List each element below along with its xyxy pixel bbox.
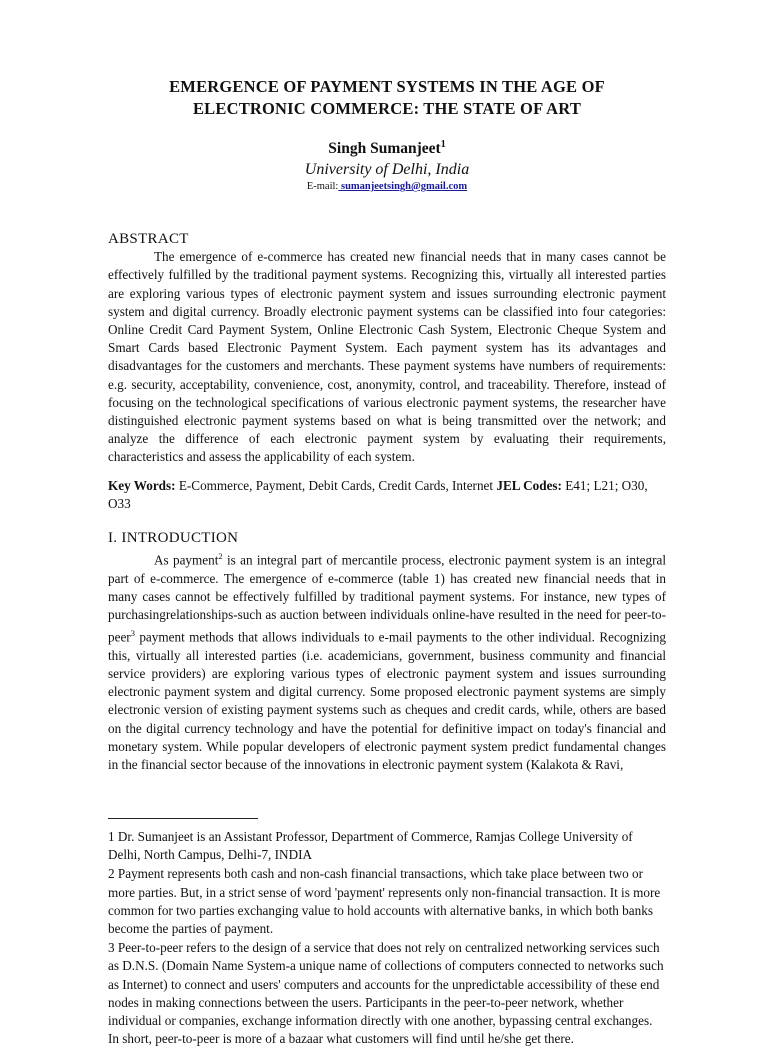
footnote-3-text: Peer-to-peer refers to the design of a service that does not rely on centralized networking services such as D.N.S. (Domain Name System-a unique name of collections of computers connected to networks such as Internet) to connect and users' computers and accounts for the unpredictable accessibility of these end nodes in making connections between the users. Participants in the peer-to-peer network, whether individual or companies, exchange information directly with one another, bypassing central exchanges. In short, peer-to-peer is more of a bazaar what customers will find until he/she get there. [108,940,664,1047]
footnote-2 [108,865,666,938]
author-footnote-ref[interactable]: 1 [440,139,446,150]
jel-label: JEL Codes: [496,477,562,493]
footnote-2-text: Payment represents both cash and non-cash financial transactions, which take place between two or more parties. But, in a strict sense of word 'payment' represents only non-financial transaction. It is more common for two parties exchanging value to hold accounts with alternative banks, in which both banks become the parties of payment. [108,866,661,937]
jel-text: E41; L21; O30, O33 [108,477,648,511]
title-line-1: EMERGENCE OF PAYMENT SYSTEMS IN THE AGE OF [169,77,605,96]
intro-part-3: payment methods that allows individuals to e-mail payments to the other individual. Recognizing this, virtually all interested parties (i.e. academicians, government, business community and financial service providers) are exploring various types of electronic payment system and issues surrounding electronic payment system and digital currency. Some proposed electronic payment systems are simply electronic version of existing payment systems such as cheques and credit cards, while, others are based on the digital currency technology and have the potential for definitive impact on today's financial and monetary system. While popular developers of electronic payment system predict fundamental changes in the financial sector because of the innovations in electronic payment system (Kalakota & Ravi, [108,629,666,773]
footnote-ref-3[interactable]: 3 [130,628,135,639]
footnote-divider [108,818,258,819]
author-email [108,180,666,194]
footnote-3-number: 3 [108,940,115,956]
keywords-text: E-Commerce, Payment, Debit Cards, Credit Cards, Internet [175,477,497,493]
author-affiliation: University of Delhi, India [304,161,470,179]
footnote-3 [108,939,666,1048]
paper-title [108,0,666,120]
intro-part-2: is an integral part of mercantile process, electronic payment system is an integral part of e-commerce. The emergence of e-commerce (table 1) has created new financial needs that in many cases cannot be effectively fulfilled by traditional payment systems. For instance, new types of purchasingrelationships-such as auction between individuals online-have resulted in the need for peer-to-peer [108,552,666,645]
footnote-1 [108,828,666,864]
author-name [108,136,666,158]
email-link[interactable]: sumanjeetsingh@gmail.com [338,181,468,193]
intro-part-1: As payment [154,552,219,568]
footnote-1-number: 1 [108,829,115,844]
footnote-ref-2[interactable]: 2 [218,551,223,561]
footnote-1-text: Dr. Sumanjeet is an Assistant Professor, Department of Commerce, Ramjas College University of Delhi, North Campus, Delhi-7, INDIA [108,829,633,863]
email-label: E-mail: [306,181,339,193]
footnotes [108,828,666,1049]
keywords-label: Key Words: [108,477,176,493]
abstract-heading: ABSTRACT [108,231,189,248]
keywords-line [108,477,666,513]
footnote-2-number: 2 [108,866,115,882]
author-name-text: Singh Sumanjeet [328,140,441,158]
abstract-text: The emergence of e-commerce has created new financial needs that in many cases cannot be effectively fulfilled by the traditional payment systems. Recognizing this, virtually all interested parties are exploring various types of electronic payment system and issues surrounding electronic payment system and digital currency. Broadly electronic payment systems can be classified into four categories: Online Credit Card Payment System, Online Electronic Cash System, Electronic Cheque System and Smart Cards based Electronic Payment System. Each payment system has its advantages and disadvantages for the customers and merchants. These payment systems have numbers of requirements: e.g. security, acceptability, convenience, cost, anonymity, control, and traceability. Therefore, instead of focusing on the technological specifications of various electronic payment systems, the researcher have distinguished electronic payment systems based on what is being transmitted over the network; and analyze the difference of each electronic payment system by evaluating their requirements, characteristics and assess the applicability of each system. [108,249,666,465]
title-line-2: ELECTRONIC COMMERCE: THE STATE OF ART [192,99,582,118]
introduction-heading: I. INTRODUCTION [108,530,239,546]
introduction-text [108,547,666,774]
